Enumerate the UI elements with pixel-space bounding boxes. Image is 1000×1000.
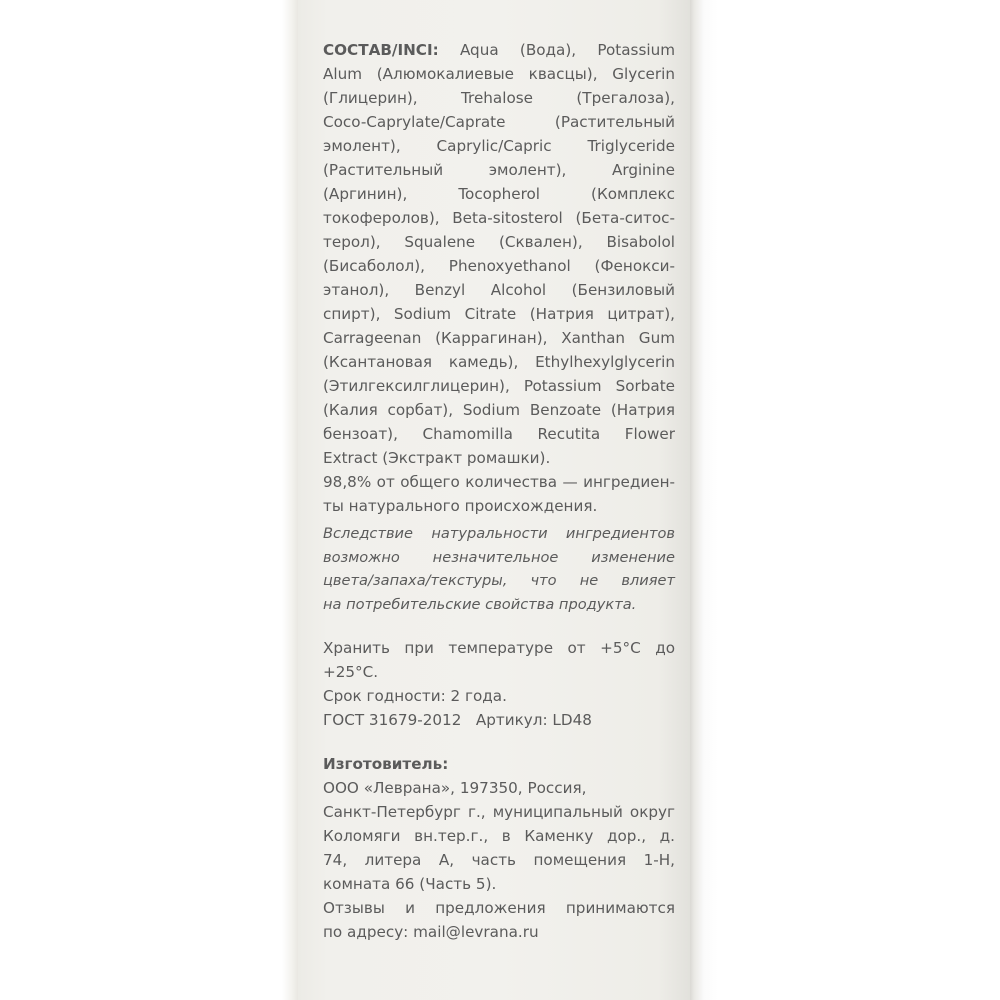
composition-block	[323, 38, 675, 518]
composition-line: (Растительный эмолент), Arginine	[323, 161, 675, 179]
manufacturer-line: 74, литера А, часть помещения 1-Н,	[323, 851, 675, 869]
manufacturer-line: ООО «Леврана», 197350, Россия,	[323, 779, 587, 797]
natural-origin-line: ты натурального происхождения.	[323, 497, 598, 515]
notice-line: на потребительские свойства продукта.	[323, 595, 637, 613]
composition-line: Extract (Экстракт ромашки).	[323, 449, 551, 467]
composition-line: (Калия сорбат), Sodium Benzoate (Натрия	[323, 401, 675, 419]
storage-block	[323, 636, 675, 732]
manufacturer-label: Изготовитель:	[323, 755, 449, 773]
manufacturer-line: Коломяги вн.тер.г., в Каменку дор., д.	[323, 827, 675, 845]
composition-line: (Аргинин), Tocopherol (Комплекс	[323, 185, 675, 203]
manufacturer-line: комната 66 (Часть 5).	[323, 875, 497, 893]
composition-line: эмолент), Caprylic/Capric Triglyceride	[323, 137, 675, 155]
notice-line: возможно незначительное изменение	[323, 548, 675, 566]
composition-line: Alum (Алюмокалиевые квасцы), Glycerin	[323, 65, 675, 83]
composition-line: токоферолов), Beta-sitosterol (Бета-ситос-	[323, 209, 675, 227]
notice-line: Вследствие натуральности ингредиентов	[323, 525, 675, 542]
article-number: Артикул: LD48	[475, 711, 592, 729]
composition-line: спирт), Sodium Citrate (Натрия цитрат),	[323, 305, 675, 323]
feedback-block	[323, 896, 675, 944]
natural-origin-line: 98,8% от общего количества — ингредиен-	[323, 473, 675, 491]
composition-label: СОСТАВ/INCI:	[323, 41, 439, 59]
composition-line: этанол), Benzyl Alcohol (Бензиловый	[323, 281, 675, 299]
manufacturer-block	[323, 752, 675, 896]
shelf-life: Срок годности: 2 года.	[323, 687, 507, 705]
composition-line: (Бисаболол), Phenoxyethanol (Фенокси-	[323, 257, 675, 275]
background-left	[0, 0, 300, 1000]
composition-line: терол), Squalene (Сквален), Bisabolol	[323, 233, 675, 251]
composition-line: (Глицерин), Trehalose (Трегалоза),	[323, 89, 675, 107]
label-text	[323, 38, 675, 944]
composition-line: СОСТАВ/INCI: Aqua (Вода), Potassium	[323, 41, 675, 59]
composition-line: (Ксантановая камедь), Ethylhexylglycerin	[323, 353, 675, 371]
feedback-line: по адресу: mail@levrana.ru	[323, 923, 539, 941]
manufacturer-line: Санкт-Петербург г., муниципальный округ	[323, 803, 675, 821]
composition-line: Coco-Caprylate/Caprate (Растительный	[323, 113, 675, 131]
composition-line: бензоат), Chamomilla Recutita Flower	[323, 425, 675, 443]
composition-line: Carrageenan (Каррагинан), Xanthan Gum	[323, 329, 675, 347]
composition-line: (Этилгексилглицерин), Potassium Sorbate	[323, 377, 675, 395]
gost-standard: ГОСТ 31679-2012	[323, 711, 462, 729]
gost-article-line	[323, 708, 675, 732]
storage-line: +25°C.	[323, 663, 379, 681]
storage-line: Хранить при температуре от +5°C до	[323, 639, 675, 657]
notice-line: цвета/запаха/текстуры, что не влияет	[323, 572, 675, 589]
box-edge-shadow	[688, 0, 1000, 1000]
natural-notice	[323, 522, 675, 616]
feedback-line: Отзывы и предложения принимаются	[323, 899, 675, 917]
